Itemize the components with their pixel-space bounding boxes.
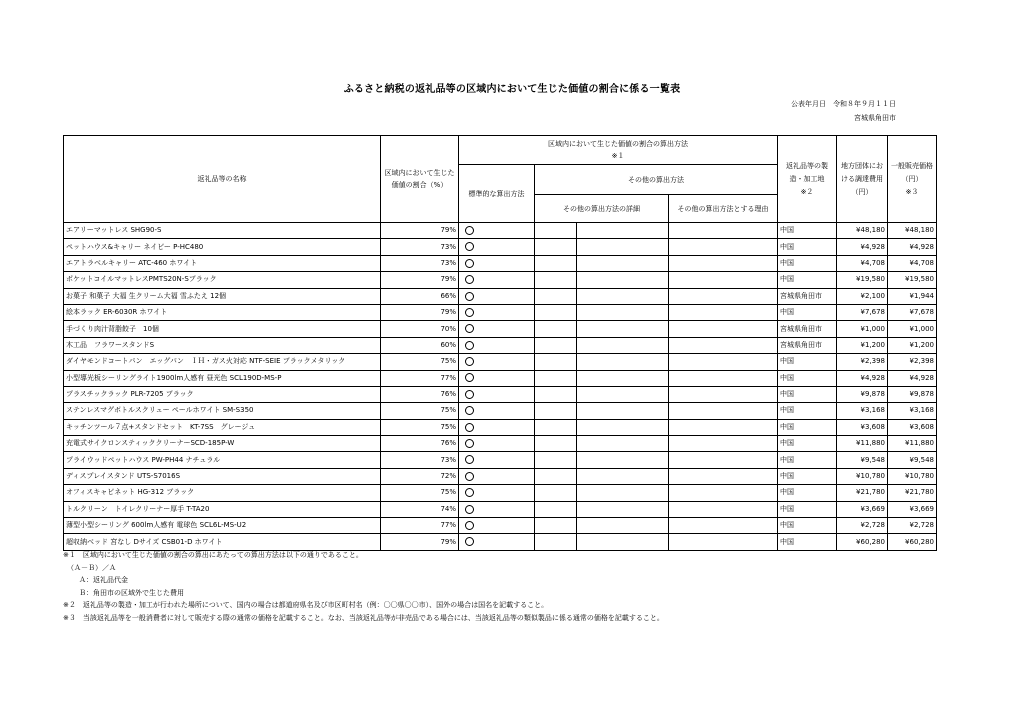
cell-other-detail-a	[535, 337, 577, 353]
cell-other-detail-a	[535, 468, 577, 484]
note-a: Ａ：返礼品代金	[79, 576, 128, 584]
header-place-note: ※２	[800, 187, 814, 196]
cell-price: ¥1,000	[888, 321, 937, 337]
standard-method-circle-icon	[465, 455, 474, 464]
cell-other-detail-a	[535, 386, 577, 402]
cell-price: ¥4,928	[888, 239, 937, 255]
standard-method-circle-icon	[465, 259, 474, 268]
standard-method-circle-icon	[465, 275, 474, 284]
cell-ratio: 75%	[381, 485, 459, 501]
cell-other-detail-a	[535, 304, 577, 320]
cell-ratio: 79%	[381, 534, 459, 550]
cell-ratio: 79%	[381, 272, 459, 288]
cell-price: ¥21,780	[888, 485, 937, 501]
cell-name: 小型導光板シーリングライト1900lm人感有 昼光色 SCL190D-MS-P	[64, 370, 381, 386]
cell-cost: ¥21,780	[837, 485, 888, 501]
cell-name: 充電式サイクロンスティッククリーナーSCD-185P-W	[64, 436, 381, 452]
cell-place: 中国	[778, 403, 837, 419]
cell-price: ¥19,580	[888, 272, 937, 288]
cell-standard	[459, 386, 535, 402]
header-other-detail-text: その他の算出方法の詳細	[563, 204, 640, 213]
cell-place: 中国	[778, 354, 837, 370]
table-row	[64, 255, 937, 271]
header-standard	[459, 165, 535, 223]
cell-name: 絵本ラック ER-6030R ホワイト	[64, 304, 381, 320]
cell-place: 中国	[778, 436, 837, 452]
header-method-title: 区域内において生じた価値の割合の算出方法	[548, 140, 688, 148]
cell-other-reason	[669, 501, 778, 517]
cell-other-detail-a	[535, 223, 577, 239]
cell-other-detail-b	[577, 468, 669, 484]
cell-ratio: 76%	[381, 436, 459, 452]
cell-name: トルクリーン トイレクリーナー厚手 T-TA20	[64, 501, 381, 517]
cell-name: ステンレスマグボトルスクリュー ペールホワイト SM-S350	[64, 403, 381, 419]
cell-name: 薄型小型シーリング 600lm人感有 電球色 SCL6L-MS-U2	[64, 518, 381, 534]
cell-other-detail-a	[535, 501, 577, 517]
cell-price: ¥9,878	[888, 386, 937, 402]
cell-place: 宮城県角田市	[778, 288, 837, 304]
cell-other-reason	[669, 304, 778, 320]
cell-place: 中国	[778, 304, 837, 320]
cell-place: 中国	[778, 534, 837, 550]
cell-price: ¥1,200	[888, 337, 937, 353]
table-row	[64, 501, 937, 517]
cell-standard	[459, 534, 535, 550]
cell-place: 中国	[778, 468, 837, 484]
cell-other-detail-a	[535, 419, 577, 435]
cell-standard	[459, 223, 535, 239]
table-row	[64, 370, 937, 386]
cell-place: 中国	[778, 223, 837, 239]
header-standard-text: 標準的な算出方法	[468, 189, 525, 198]
cell-cost: ¥9,548	[837, 452, 888, 468]
cell-place: 中国	[778, 370, 837, 386]
cell-other-detail-b	[577, 386, 669, 402]
cell-ratio: 75%	[381, 419, 459, 435]
standard-method-circle-icon	[465, 488, 474, 497]
table-row	[64, 337, 937, 353]
footnotes	[63, 549, 664, 624]
standard-method-circle-icon	[465, 521, 474, 530]
cell-cost: ¥4,928	[837, 370, 888, 386]
header-price	[888, 136, 937, 223]
cell-price: ¥9,548	[888, 452, 937, 468]
cell-other-detail-b	[577, 321, 669, 337]
standard-method-circle-icon	[465, 308, 474, 317]
cell-other-detail-b	[577, 534, 669, 550]
header-price-note: ※３	[905, 187, 919, 196]
publication-date: 公表年月日 令和８年９月１１日	[791, 100, 896, 108]
cell-name: キッチンツール７点+スタンドセット KT-7SS グレージュ	[64, 419, 381, 435]
table-row	[64, 223, 937, 239]
header-place-text: 返礼品等の製造・加工地	[786, 161, 828, 183]
cell-other-reason	[669, 337, 778, 353]
standard-method-circle-icon	[465, 242, 474, 251]
cell-name: ディスプレイスタンド UTS-S7016S	[64, 468, 381, 484]
cell-name: エアトラベルキャリー ATC-460 ホワイト	[64, 255, 381, 271]
cell-price: ¥4,928	[888, 370, 937, 386]
cell-name: ペットハウス&キャリー ネイビー P-HC480	[64, 239, 381, 255]
header-other	[535, 165, 778, 195]
cell-place: 中国	[778, 239, 837, 255]
table-row	[64, 321, 937, 337]
cell-cost: ¥3,608	[837, 419, 888, 435]
cell-standard	[459, 304, 535, 320]
cell-other-detail-a	[535, 403, 577, 419]
cell-other-detail-a	[535, 534, 577, 550]
standard-method-circle-icon	[465, 505, 474, 514]
cell-other-detail-a	[535, 436, 577, 452]
cell-standard	[459, 337, 535, 353]
cell-place: 宮城県角田市	[778, 337, 837, 353]
cell-other-detail-a	[535, 518, 577, 534]
cell-standard	[459, 518, 535, 534]
table-row	[64, 518, 937, 534]
cell-other-detail-b	[577, 288, 669, 304]
cell-other-reason	[669, 239, 778, 255]
header-method-group	[459, 136, 778, 165]
returns-table	[63, 135, 937, 551]
cell-cost: ¥10,780	[837, 468, 888, 484]
cell-ratio: 77%	[381, 370, 459, 386]
cell-standard	[459, 419, 535, 435]
cell-ratio: 79%	[381, 304, 459, 320]
cell-standard	[459, 452, 535, 468]
standard-method-circle-icon	[465, 324, 474, 333]
cell-cost: ¥4,708	[837, 255, 888, 271]
cell-place: 中国	[778, 485, 837, 501]
note-2: ※２ 返礼品等の製造・加工が行われた場所について、国内の場合は都道府県名及び市区町村名（例：〇〇県〇〇市）、国外の場合は国名を記載すること。	[63, 601, 549, 609]
cell-price: ¥3,168	[888, 403, 937, 419]
cell-other-detail-b	[577, 370, 669, 386]
header-price-text: 一般販売価格（円）	[891, 161, 933, 183]
standard-method-circle-icon	[465, 341, 474, 350]
cell-other-detail-b	[577, 272, 669, 288]
cell-other-reason	[669, 370, 778, 386]
cell-ratio: 77%	[381, 518, 459, 534]
header-ratio-text: 区域内において生じた価値の割合（%）	[384, 169, 455, 189]
cell-place: 中国	[778, 419, 837, 435]
cell-ratio: 74%	[381, 501, 459, 517]
cell-other-reason	[669, 321, 778, 337]
note-1: ※１ 区域内において生じた価値の割合の算出にあたっての算出方法は以下の通りであること。	[63, 551, 363, 559]
cell-price: ¥3,608	[888, 419, 937, 435]
cell-ratio: 60%	[381, 337, 459, 353]
cell-price: ¥10,780	[888, 468, 937, 484]
cell-cost: ¥60,280	[837, 534, 888, 550]
cell-other-reason	[669, 223, 778, 239]
cell-price: ¥4,708	[888, 255, 937, 271]
cell-other-detail-b	[577, 501, 669, 517]
cell-standard	[459, 239, 535, 255]
cell-other-reason	[669, 272, 778, 288]
table-row	[64, 239, 937, 255]
cell-ratio: 70%	[381, 321, 459, 337]
cell-other-reason	[669, 518, 778, 534]
cell-other-detail-b	[577, 255, 669, 271]
cell-standard	[459, 436, 535, 452]
cell-price: ¥7,678	[888, 304, 937, 320]
cell-cost: ¥11,880	[837, 436, 888, 452]
cell-name: ダイヤモンドコートパン エッグパン ＩＨ・ガス火対応 NTF-SEIE ブラックメタリック	[64, 354, 381, 370]
cell-other-reason	[669, 452, 778, 468]
standard-method-circle-icon	[465, 439, 474, 448]
table-row	[64, 468, 937, 484]
standard-method-circle-icon	[465, 226, 474, 235]
standard-method-circle-icon	[465, 423, 474, 432]
cell-cost: ¥1,200	[837, 337, 888, 353]
cell-name: プラスチックラック PLR-7205 ブラック	[64, 386, 381, 402]
cell-other-reason	[669, 419, 778, 435]
cell-ratio: 75%	[381, 354, 459, 370]
cell-standard	[459, 255, 535, 271]
cell-price: ¥60,280	[888, 534, 937, 550]
standard-method-circle-icon	[465, 390, 474, 399]
header-ratio	[381, 136, 459, 223]
standard-method-circle-icon	[465, 357, 474, 366]
cell-price: ¥1,944	[888, 288, 937, 304]
cell-other-reason	[669, 288, 778, 304]
cell-other-detail-a	[535, 255, 577, 271]
header-name: 返礼品等の名称	[64, 136, 381, 223]
note-b: Ｂ：角田市の区域外で生じた費用	[79, 588, 184, 597]
table-row	[64, 354, 937, 370]
cell-standard	[459, 288, 535, 304]
standard-method-circle-icon	[465, 472, 474, 481]
cell-ratio: 72%	[381, 468, 459, 484]
cell-other-detail-b	[577, 436, 669, 452]
cell-other-reason	[669, 386, 778, 402]
header-other-text: その他の算出方法	[628, 175, 684, 184]
table-row	[64, 419, 937, 435]
cell-name: 超収納ベッド 宮なし Dサイズ CSB01-D ホワイト	[64, 534, 381, 550]
standard-method-circle-icon	[465, 292, 474, 301]
cell-cost: ¥4,928	[837, 239, 888, 255]
cell-name: プライウッドペットハウス PW-PH44 ナチュラル	[64, 452, 381, 468]
cell-ratio: 79%	[381, 223, 459, 239]
header-other-detail	[535, 195, 669, 223]
cell-other-reason	[669, 534, 778, 550]
cell-name: オフィスキャビネット HG-312 ブラック	[64, 485, 381, 501]
table-row	[64, 386, 937, 402]
cell-place: 宮城県角田市	[778, 321, 837, 337]
table-row	[64, 403, 937, 419]
cell-price: ¥48,180	[888, 223, 937, 239]
table-row	[64, 452, 937, 468]
cell-place: 中国	[778, 255, 837, 271]
cell-cost: ¥3,669	[837, 501, 888, 517]
cell-standard	[459, 403, 535, 419]
cell-standard	[459, 468, 535, 484]
cell-cost: ¥19,580	[837, 272, 888, 288]
standard-method-circle-icon	[465, 373, 474, 382]
cell-cost: ¥2,398	[837, 354, 888, 370]
cell-other-detail-a	[535, 272, 577, 288]
municipality-name: 宮城県角田市	[854, 114, 896, 122]
cell-other-reason	[669, 468, 778, 484]
cell-other-detail-b	[577, 403, 669, 419]
cell-place: 中国	[778, 386, 837, 402]
header-other-reason-text: その他の算出方法とする理由	[677, 204, 769, 213]
cell-ratio: 66%	[381, 288, 459, 304]
cell-other-detail-a	[535, 239, 577, 255]
cell-ratio: 75%	[381, 403, 459, 419]
cell-other-reason	[669, 354, 778, 370]
cell-other-detail-b	[577, 452, 669, 468]
note-3: ※３ 当該返礼品等を一般消費者に対して販売する際の通常の価格を記載すること。なお、当該返礼品等が非売品である場合には、当該返礼品等の類似製品に係る通常の価格を記載すること。	[63, 613, 664, 622]
cell-other-detail-a	[535, 321, 577, 337]
cell-other-detail-b	[577, 354, 669, 370]
cell-standard	[459, 370, 535, 386]
cell-other-detail-a	[535, 288, 577, 304]
cell-cost: ¥2,728	[837, 518, 888, 534]
header-cost-text: 地方団体における調達費用（円）	[841, 161, 883, 196]
cell-other-reason	[669, 403, 778, 419]
table-row	[64, 304, 937, 320]
note-formula: （Ａ－Ｂ）／Ａ	[67, 563, 116, 572]
cell-other-detail-a	[535, 354, 577, 370]
cell-other-reason	[669, 436, 778, 452]
cell-cost: ¥2,100	[837, 288, 888, 304]
cell-other-reason	[669, 255, 778, 271]
cell-other-detail-b	[577, 223, 669, 239]
standard-method-circle-icon	[465, 406, 474, 415]
cell-price: ¥2,728	[888, 518, 937, 534]
page-title: ふるさと納税の返礼品等の区域内において生じた価値の割合に係る一覧表	[343, 84, 681, 95]
cell-price: ¥11,880	[888, 436, 937, 452]
cell-cost: ¥1,000	[837, 321, 888, 337]
cell-standard	[459, 272, 535, 288]
cell-cost: ¥9,878	[837, 386, 888, 402]
cell-place: 中国	[778, 518, 837, 534]
cell-standard	[459, 321, 535, 337]
cell-standard	[459, 354, 535, 370]
cell-price: ¥2,398	[888, 354, 937, 370]
cell-place: 中国	[778, 452, 837, 468]
cell-place: 中国	[778, 272, 837, 288]
cell-ratio: 73%	[381, 452, 459, 468]
cell-name: エアリーマットレス SHG90-S	[64, 223, 381, 239]
standard-method-circle-icon	[465, 537, 474, 546]
table-row	[64, 288, 937, 304]
cell-other-detail-b	[577, 239, 669, 255]
cell-other-detail-b	[577, 337, 669, 353]
cell-name: ポケットコイルマットレスPMTS20N-Sブラック	[64, 272, 381, 288]
cell-standard	[459, 485, 535, 501]
cell-place: 中国	[778, 501, 837, 517]
cell-cost: ¥3,168	[837, 403, 888, 419]
header-other-reason	[669, 195, 778, 223]
table-row	[64, 436, 937, 452]
header-place	[778, 136, 837, 223]
header-method-note: ※１	[611, 152, 625, 160]
cell-name: 木工品 フラワースタンドS	[64, 337, 381, 353]
table-row	[64, 485, 937, 501]
cell-name: お菓子 和菓子 大福 生クリーム大福 雪ふたえ 12個	[64, 288, 381, 304]
table-row	[64, 534, 937, 550]
cell-price: ¥3,669	[888, 501, 937, 517]
cell-cost: ¥48,180	[837, 223, 888, 239]
cell-other-reason	[669, 485, 778, 501]
table-row	[64, 272, 937, 288]
cell-other-detail-b	[577, 419, 669, 435]
cell-other-detail-a	[535, 485, 577, 501]
cell-ratio: 76%	[381, 386, 459, 402]
cell-cost: ¥7,678	[837, 304, 888, 320]
cell-other-detail-a	[535, 452, 577, 468]
cell-other-detail-b	[577, 485, 669, 501]
cell-name: 手づくり肉汁背脂餃子 10個	[64, 321, 381, 337]
cell-other-detail-a	[535, 370, 577, 386]
header-cost	[837, 136, 888, 223]
cell-ratio: 73%	[381, 239, 459, 255]
cell-ratio: 73%	[381, 255, 459, 271]
cell-other-detail-b	[577, 518, 669, 534]
cell-other-detail-b	[577, 304, 669, 320]
cell-standard	[459, 501, 535, 517]
